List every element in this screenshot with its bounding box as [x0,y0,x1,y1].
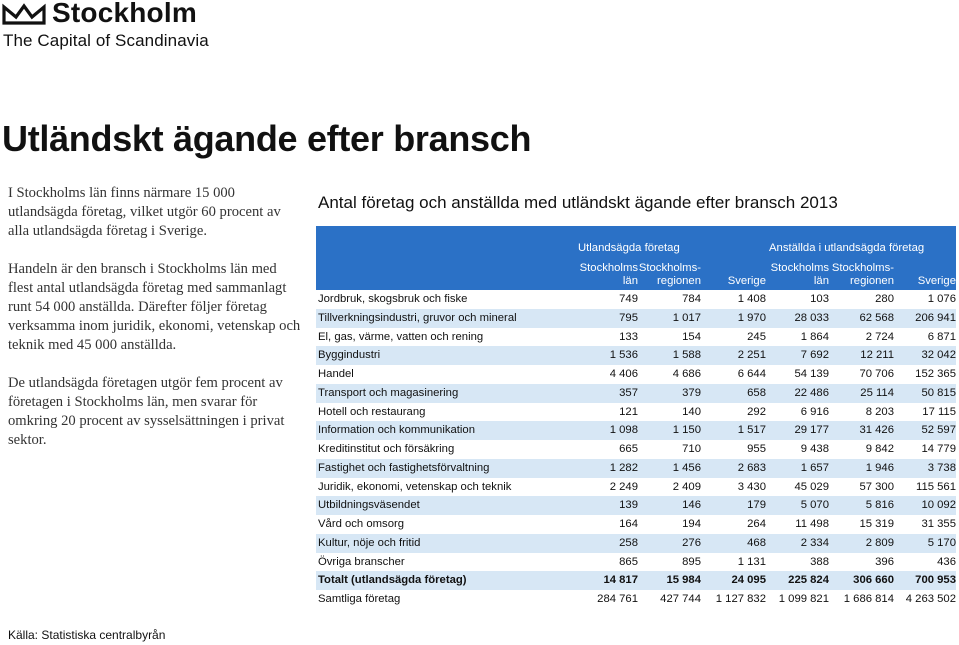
table-cell: 6 916 [800,405,829,418]
table-total-row [316,571,956,590]
paragraph: De utlandsägda företagen utgör fem procent av företagen i Stockholms län, men svarar för omkring 20 procent av sysselsättningen i privat sektor. [8,375,285,448]
table-cell: 6 871 [927,330,956,343]
table-cell: 784 [682,293,701,305]
table-cell: 1 098 [609,424,638,437]
table-cell: 2 334 [800,536,829,549]
table-cell: 194 [682,518,701,530]
table-cell: 11 498 [795,518,829,530]
column-header-line1: Stockholms- [638,262,701,274]
table-cell: 2 409 [672,480,701,493]
table-cell: 32 042 [921,349,956,362]
table-cell: 154 [682,330,701,343]
table-row [316,478,956,497]
table-cell: 3 430 [737,480,766,493]
column-header-line1: Stockholms- [831,262,894,274]
table-cell: 1 588 [672,349,701,362]
paragraph: Handeln är den bransch i Stockholms län med flest antal utlandsägda företag med sammanlagt runt 54 000 anställda. Därefter följer företag verksamma inom juridik, ekonomi, vetenskap och teknik med 45 000 anställda. [8,261,301,353]
table-cell: 139 [619,499,638,512]
row-label: Information och kommunikation [318,424,475,437]
table-cell: 1 970 [737,311,766,324]
table-cell: 9 438 [800,443,829,455]
table-cell: 276 [682,536,701,549]
table-cell: 2 683 [737,461,766,474]
row-label: Juridik, ekonomi, vetenskap och teknik [318,480,512,493]
table-row [316,534,956,553]
table-row [316,496,956,515]
table-cell: 14 817 [603,574,638,587]
row-label: Kreditinstitut och försäkring [318,443,455,455]
row-label: Hotell och restaurang [318,405,426,418]
table-row [316,515,956,534]
table-cell: 1 456 [672,461,701,474]
table-row [316,590,956,609]
row-label: Byggindustri [318,349,381,362]
table-cell: 388 [810,555,829,568]
paragraph: I Stockholms län finns närmare 15 000 utlandsägda företag, vilket utgör 60 procent av alla utlandsägda företag i Sverige. [8,185,281,239]
table-cell: 1 017 [672,311,701,324]
column-header-line2: Sverige [727,275,766,287]
page-title: Utländskt ägande efter bransch [2,118,532,159]
table-cell: 12 211 [860,349,894,362]
table-cell: 57 300 [859,480,894,493]
crown-icon [2,3,46,27]
row-label: Utbildningsväsendet [318,499,420,512]
table-cell: 658 [747,386,766,399]
table-cell: 2 809 [865,536,894,549]
table-cell: 29 177 [794,424,829,437]
table-row [316,421,956,440]
table-row [316,403,956,422]
table-cell: 1 282 [609,461,638,474]
table-cell: 2 251 [737,349,766,362]
table-cell: 164 [619,518,638,530]
table-header [316,226,956,290]
group-header-companies: Utlandsägda företag [578,242,680,254]
table-cell: 379 [682,386,701,399]
table-cell: 25 114 [860,386,894,399]
table-cell: 15 984 [666,574,701,587]
table-cell: 1 657 [800,461,829,474]
table-body [316,290,956,609]
table-cell: 22 486 [794,386,829,399]
table-cell: 749 [619,293,638,305]
table-cell: 4 686 [672,368,701,380]
row-label: Övriga branscher [318,555,405,568]
table-cell: 306 660 [853,574,894,587]
table-cell: 865 [619,555,638,568]
table-cell: 468 [747,536,766,549]
table-cell: 1 536 [609,349,638,362]
table-cell: 52 597 [921,424,956,437]
row-label: Handel [318,368,354,380]
row-label: Transport och magasinering [318,386,459,399]
table-cell: 8 203 [865,405,894,418]
table-cell: 258 [619,536,638,549]
table-cell: 1 408 [737,293,766,305]
table-cell: 54 139 [794,368,829,380]
source-note: Källa: Statistiska centralbyrån [8,628,166,642]
stockholm-logo [2,0,242,52]
table-row [316,290,956,309]
row-label: Jordbruk, skogsbruk och fiske [318,293,468,305]
table-cell: 31 426 [859,424,894,437]
row-label: Totalt (utlandsägda företag) [318,574,467,587]
table-cell: 1 686 814 [843,593,894,605]
table-cell: 1 099 821 [778,593,829,605]
table-cell: 14 779 [921,443,956,455]
table-cell: 1 150 [672,424,701,437]
table-cell: 795 [619,311,638,324]
table-cell: 62 568 [859,311,894,324]
table-cell: 10 092 [921,499,956,512]
table-cell: 1 076 [927,293,956,305]
table-row [316,440,956,459]
table-title: Antal företag och anställda med utländskt ägande efter bransch 2013 [318,193,838,212]
table-cell: 3 738 [927,461,956,474]
table-cell: 245 [747,330,766,343]
column-header-line2: regionen [657,275,701,287]
column-header-line1: Stockholms [770,262,829,274]
table-cell: 31 355 [921,518,956,530]
row-label: Vård och omsorg [318,518,405,530]
table-cell: 1 517 [737,424,766,437]
table-cell: 665 [619,443,638,455]
group-header-employees: Anställda i utlandsägda företag [769,242,925,254]
brand-tagline: The Capital of Scandinavia [3,31,209,50]
table-cell: 1 864 [800,330,829,343]
row-label: El, gas, värme, vatten och rening [318,330,484,343]
table-cell: 115 561 [916,480,956,493]
column-header-line2: län [813,275,829,287]
table-cell: 28 033 [794,311,829,324]
brand-name: Stockholm [52,0,197,28]
row-label: Fastighet och fastighetsförvaltning [318,461,490,474]
table-cell: 24 095 [731,574,766,587]
table-cell: 280 [875,293,894,305]
table-cell: 427 744 [660,593,701,605]
table-cell: 7 692 [800,349,829,362]
table-cell: 70 706 [859,368,894,380]
table-cell: 4 406 [609,368,638,380]
table-row [316,346,956,365]
table-cell: 396 [875,555,894,568]
row-label: Tillverkningsindustri, gruvor och mineral [318,311,517,324]
table-cell: 121 [619,405,638,418]
table-row [316,384,956,403]
table-cell: 206 941 [915,311,956,324]
row-label: Kultur, nöje och fritid [318,536,421,549]
table-cell: 103 [810,293,829,305]
table-row [316,309,956,328]
table-cell: 4 263 502 [905,593,956,605]
table-cell: 357 [619,386,638,399]
table-cell: 895 [682,555,701,568]
table-cell: 436 [937,555,956,568]
table-row [316,553,956,572]
table-cell: 700 953 [915,574,956,587]
table-cell: 133 [619,330,638,343]
table-cell: 9 842 [865,443,894,455]
table-cell: 5 170 [927,536,956,549]
column-header-line2: regionen [850,275,894,287]
column-header-line1: Stockholms [579,262,638,274]
body-text [8,184,304,469]
table-row [316,365,956,384]
column-header-line2: Sverige [917,275,956,287]
table-cell: 2 724 [865,330,894,343]
row-label: Samtliga företag [318,593,401,605]
table-cell: 17 115 [922,405,956,418]
table-row [316,328,956,347]
table-cell: 152 365 [915,368,956,380]
table-cell: 1 131 [737,555,766,568]
table-cell: 140 [682,405,701,418]
table-cell: 284 761 [597,593,638,605]
table-cell: 6 644 [737,368,766,380]
table-cell: 1 127 832 [715,593,766,605]
table-cell: 264 [747,518,766,530]
table-cell: 15 319 [859,518,894,530]
table-cell: 292 [747,405,766,418]
table-row [316,459,956,478]
table-cell: 179 [747,499,766,512]
table-cell: 710 [682,443,701,455]
table-cell: 5 070 [800,499,829,512]
table-cell: 2 249 [609,480,638,493]
table-cell: 1 946 [865,461,894,474]
table-cell: 45 029 [794,480,829,493]
column-header-line2: län [622,275,638,287]
table-cell: 955 [747,443,766,455]
table-cell: 50 815 [921,386,956,399]
table-cell: 225 824 [788,574,829,587]
table-cell: 5 816 [865,499,894,512]
table-cell: 146 [682,499,701,512]
